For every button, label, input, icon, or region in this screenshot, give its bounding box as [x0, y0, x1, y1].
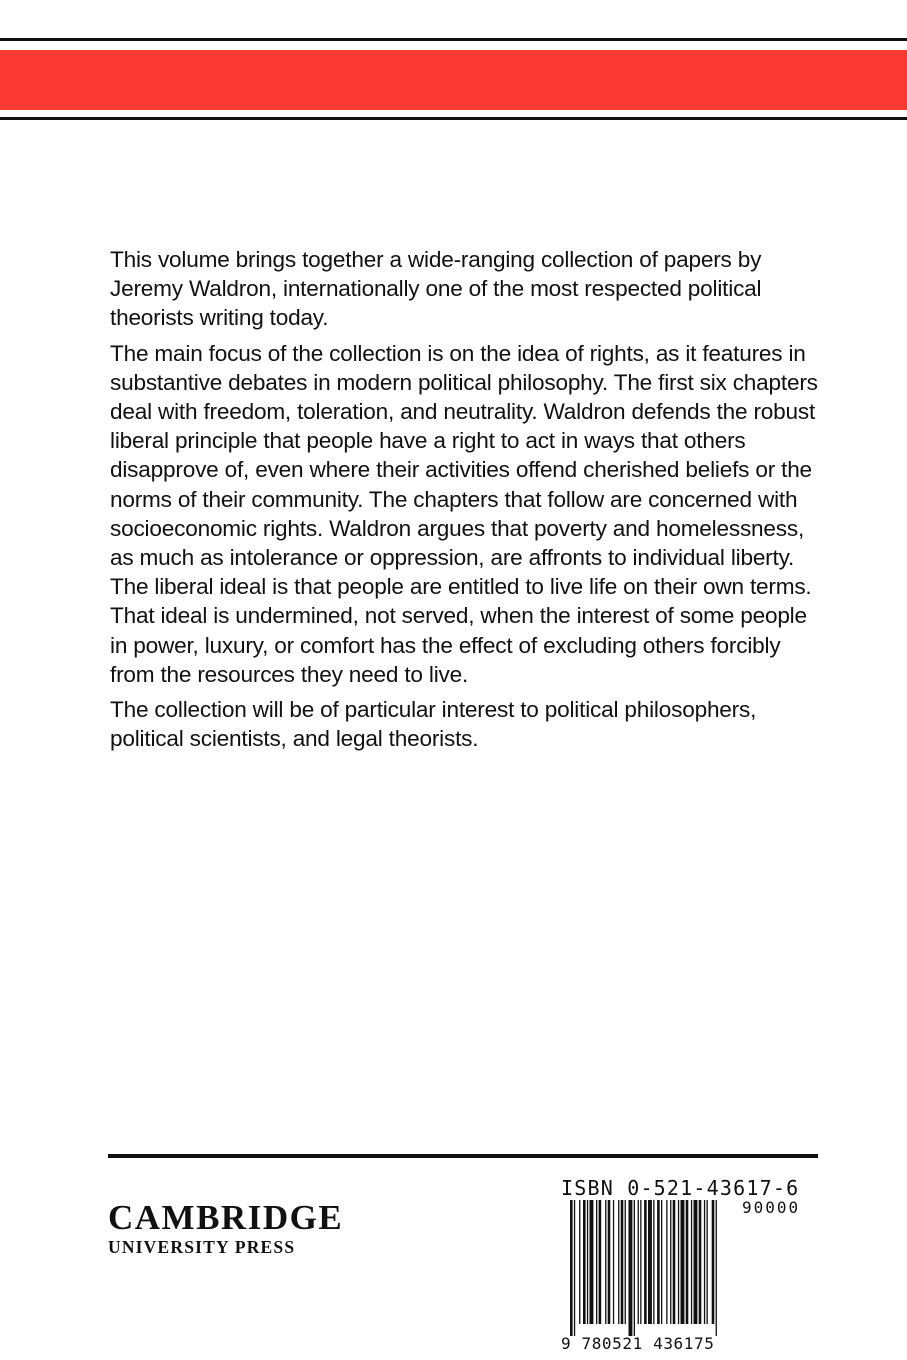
barcode-bar: [678, 1200, 679, 1324]
blurb-paragraph-2: The main focus of the collection is on the idea of rights, as it features in substantive debates in modern political philosophy. The first six chapters deal with freedom, toleration, and neutrality. Waldron defends the robust liberal principle that people have a right to act in ways that others disapprove of, even where their activities offend cherished beliefs or the norms of their community. The chapters that follow are concerned with socioeconomic rights. Waldron argues that poverty and homelessness, as much as intolerance or oppression, are affronts to individual liberty. The liberal ideal is that people are entitled to live life on their own terms. That ideal is undermined, not served, when the interest of some people in power, luxury, or comfort has the effect of excluding others forcibly from the resources they need to live.: [110, 340, 818, 687]
top-rule: [0, 38, 907, 41]
barcode-bar: [694, 1200, 698, 1324]
isbn-label: ISBN 0-521-43617-6: [561, 1176, 800, 1200]
barcode-bar: [638, 1200, 639, 1324]
barcode-bar: [681, 1200, 685, 1324]
barcode-bar: [699, 1200, 702, 1324]
red-color-band: [0, 50, 907, 110]
barcode-bar: [596, 1200, 597, 1324]
publisher-name: CAMBRIDGE: [108, 1198, 344, 1237]
barcode-bar: [640, 1200, 641, 1324]
barcode-bar: [644, 1200, 647, 1324]
barcode-bar: [605, 1200, 606, 1324]
barcode-bar: [666, 1200, 667, 1324]
barcode-bar: [613, 1200, 614, 1324]
barcode-bar: [661, 1200, 662, 1324]
barcode-bar: [608, 1200, 611, 1324]
barcode: [568, 1200, 726, 1336]
barcode-bar: [574, 1200, 575, 1336]
barcode-bar: [716, 1200, 717, 1336]
band-bottom-rule: [0, 117, 907, 120]
barcode-bar: [621, 1200, 624, 1324]
price-code: 90000: [742, 1198, 801, 1217]
barcode-bar: [587, 1200, 588, 1324]
blurb-paragraph-3: The collection will be of particular interest to political philosophers, political scientists, and legal theorists.: [110, 697, 757, 752]
ean-number: 9 780521 436175: [561, 1334, 715, 1353]
barcode-bar: [686, 1200, 689, 1324]
barcode-bar: [599, 1200, 602, 1324]
back-cover-blurb: [110, 245, 830, 759]
barcode-bar: [618, 1200, 619, 1324]
barcode-bar: [625, 1200, 626, 1324]
publisher-logo: [108, 1200, 343, 1258]
blurb-paragraph-1: This volume brings together a wide-ranging collection of papers by Jeremy Waldron, internationally one of the most respected political theorists writing today.: [110, 247, 762, 331]
barcode-bar: [634, 1200, 635, 1336]
barcode-bar: [712, 1200, 715, 1324]
barcode-bar: [629, 1200, 633, 1336]
barcode-bar: [670, 1200, 671, 1324]
barcode-bar: [691, 1200, 692, 1324]
barcode-bar: [648, 1200, 652, 1324]
barcode-bar: [579, 1200, 580, 1324]
barcode-bar: [653, 1200, 654, 1324]
barcode-bar: [704, 1200, 705, 1324]
barcode-bar: [590, 1200, 594, 1324]
barcode-bar: [583, 1200, 586, 1324]
barcode-bar: [570, 1200, 573, 1336]
footer-rule: [108, 1154, 818, 1158]
barcode-bar: [673, 1200, 676, 1324]
barcode-bar: [657, 1200, 660, 1324]
publisher-press: UNIVERSITY PRESS: [108, 1237, 296, 1257]
barcode-bar: [707, 1200, 708, 1324]
